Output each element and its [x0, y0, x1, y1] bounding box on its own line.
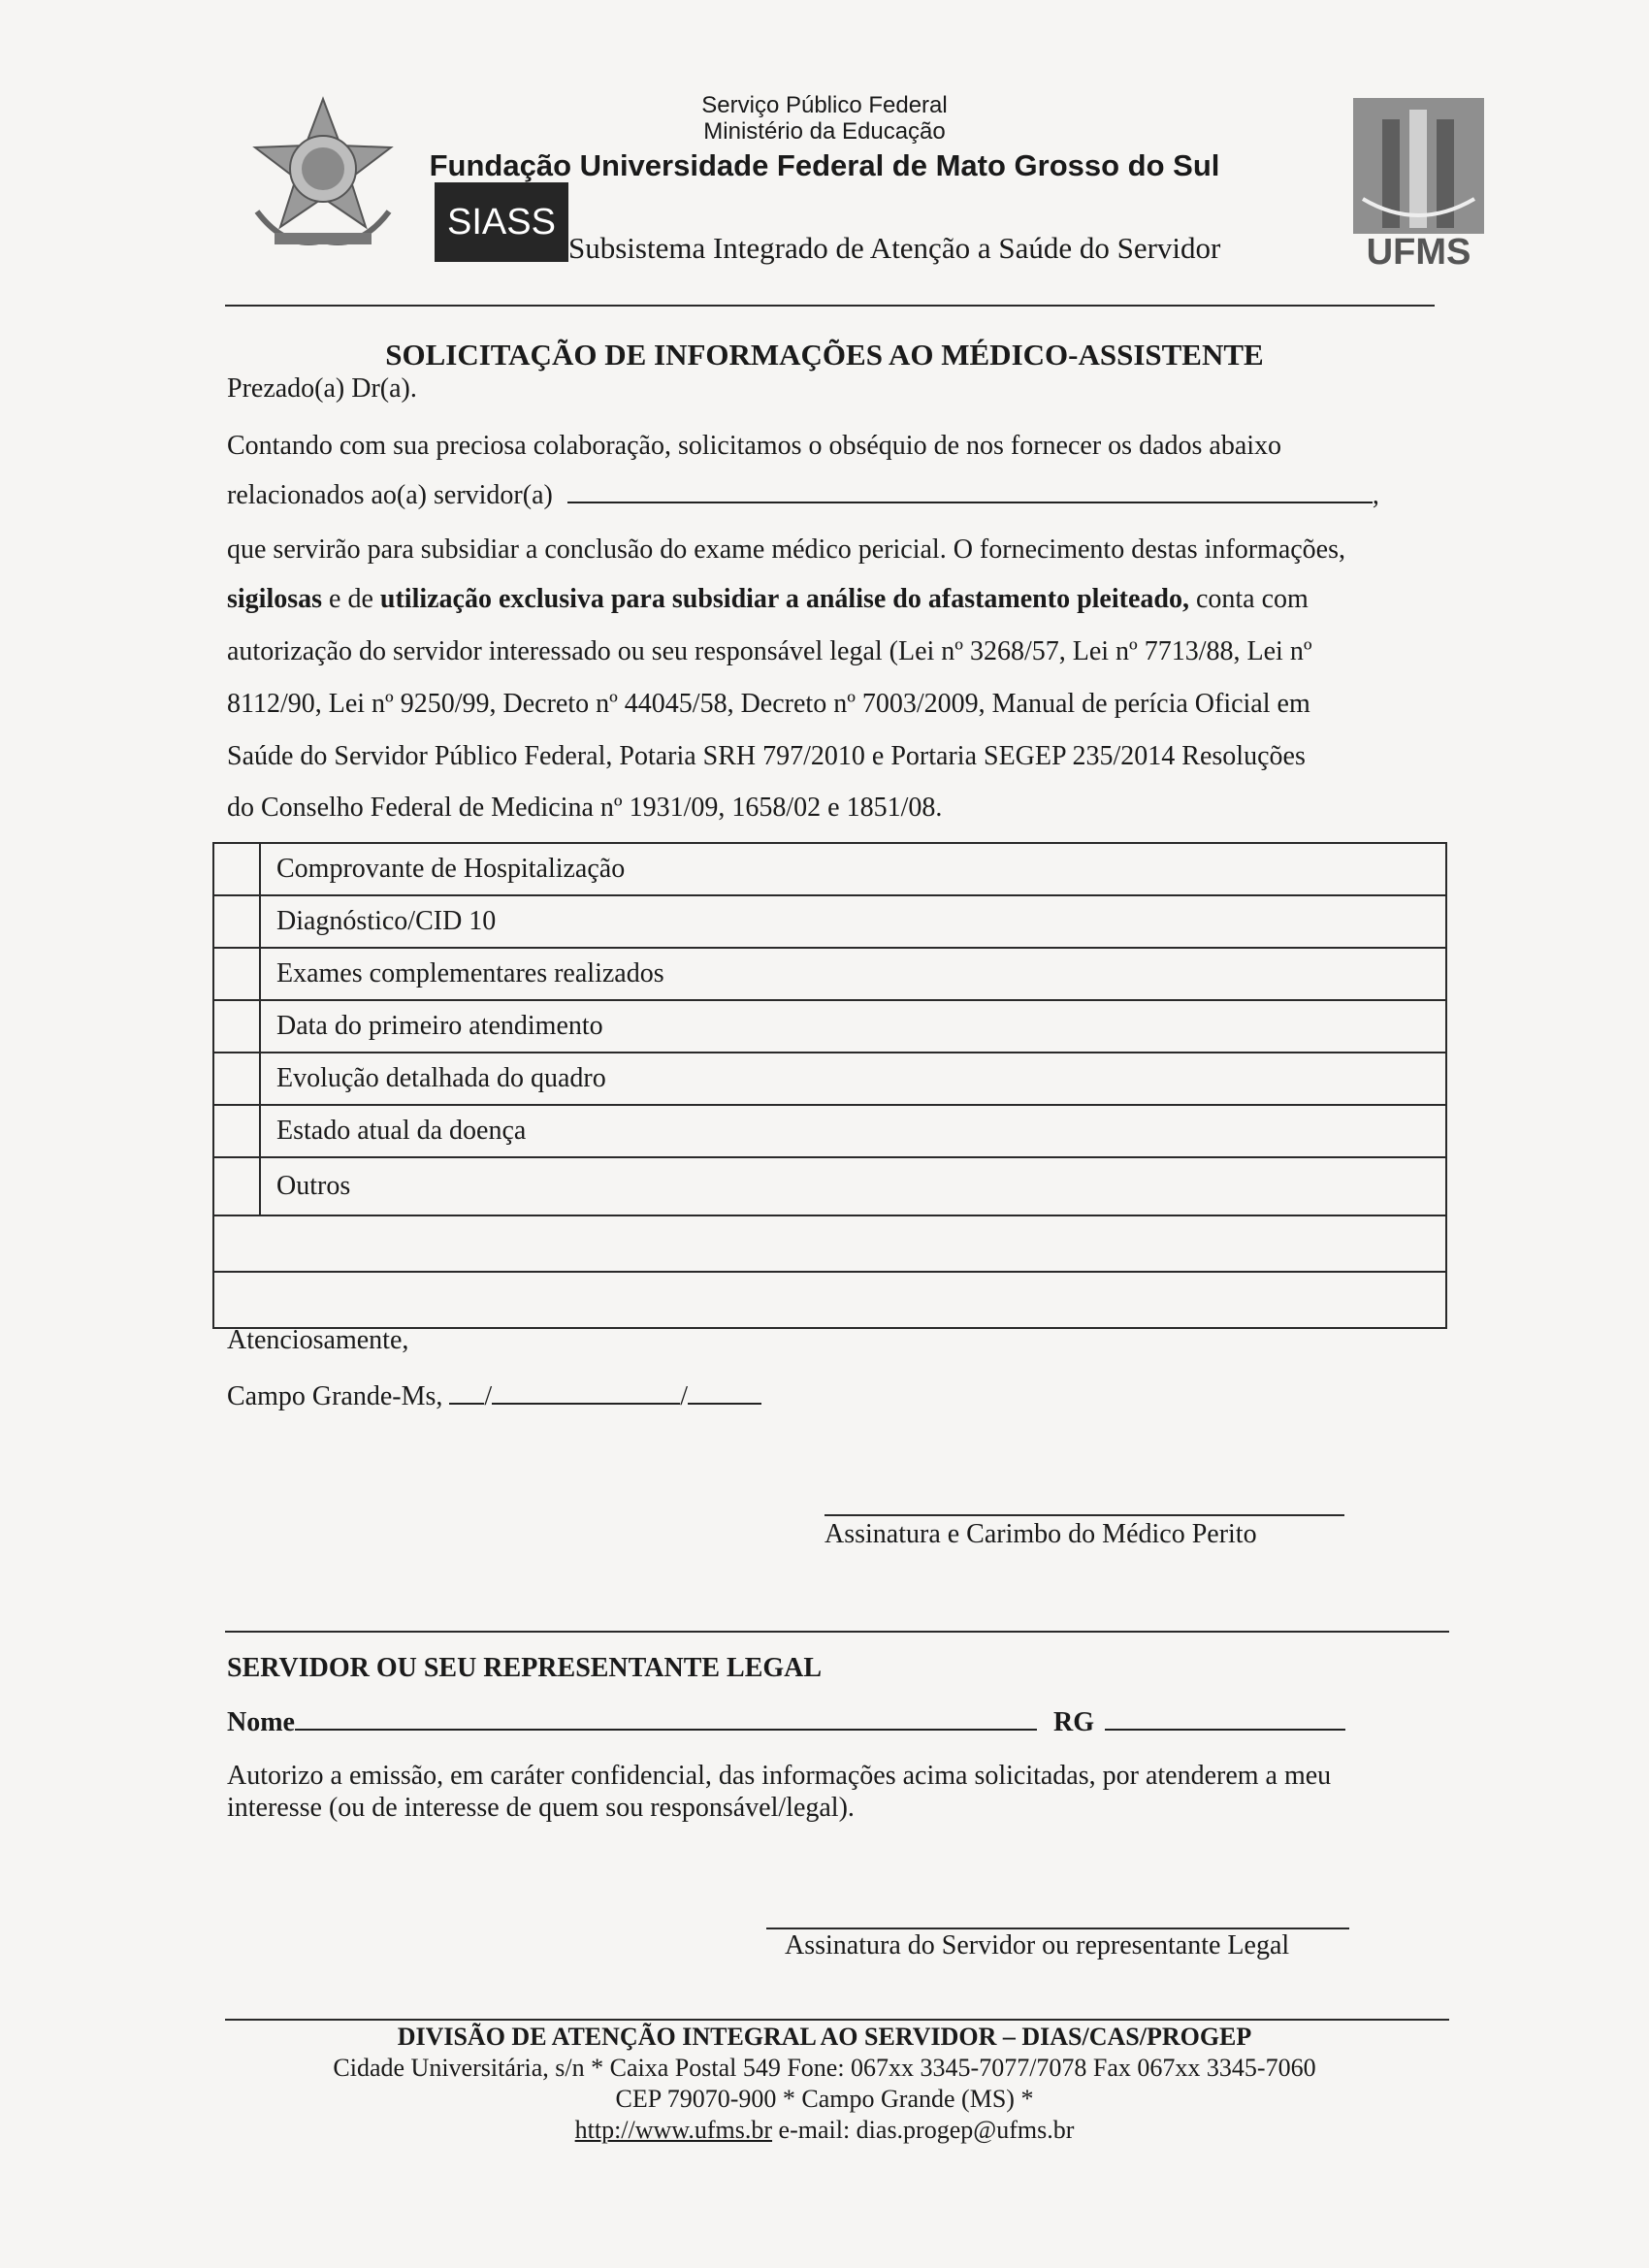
- blank-notes-row[interactable]: [213, 1272, 1446, 1328]
- rg-label: RG: [1052, 1707, 1094, 1737]
- table-row: [213, 843, 1446, 895]
- ufms-logo-text: UFMS: [1366, 232, 1471, 273]
- footer-division: DIVISÃO DE ATENÇÃO INTEGRAL AO SERVIDOR – DIAS/CAS/PROGEP: [397, 2023, 1252, 2051]
- servidor-comma: ,: [1372, 480, 1379, 510]
- item-check-cell[interactable]: [213, 1053, 260, 1105]
- doctor-signature-label: Assinatura e Carimbo do Médico Perito: [824, 1519, 1257, 1549]
- item-label: Outros: [260, 1157, 1446, 1215]
- body-line-3: que servirão para subsidiar a conclusão do exame médico pericial. O fornecimento destas informações,: [227, 535, 1346, 565]
- footer-cep: CEP 79070-900 * Campo Grande (MS) *: [615, 2085, 1034, 2113]
- bold-exclusive-use: utilização exclusiva para subsidiar a análise do afastamento pleiteado,: [379, 584, 1189, 614]
- item-label: Evolução detalhada do quadro: [260, 1053, 1446, 1105]
- date-line: [227, 1381, 761, 1412]
- servidor-signature-line[interactable]: [766, 1928, 1349, 1929]
- date-slash: /: [680, 1381, 688, 1411]
- header-service-line: Serviço Público Federal: [701, 92, 948, 118]
- footer-contact: [0, 2116, 1649, 2145]
- siass-logo-text: SIASS: [447, 201, 556, 243]
- bold-sigilosas: sigilosas: [227, 584, 323, 614]
- header-institution-name: Fundação Universidade Federal de Mato Grosso do Sul: [429, 148, 1220, 182]
- table-row: [213, 1105, 1446, 1157]
- body-line-4-end: conta com: [1188, 584, 1309, 614]
- footer-website-link[interactable]: http://www.ufms.br: [574, 2116, 773, 2144]
- table-row: [213, 1157, 1446, 1215]
- rg-field[interactable]: [1105, 1707, 1345, 1731]
- item-check-cell[interactable]: [213, 1000, 260, 1053]
- document-title: SOLICITAÇÃO DE INFORMAÇÕES AO MÉDICO-ASSISTENTE: [385, 338, 1264, 372]
- body-line-4: [227, 584, 1309, 615]
- table-row-blank: [213, 1272, 1446, 1328]
- table-row: [213, 895, 1446, 948]
- ufms-logo: [1353, 98, 1484, 271]
- item-check-cell[interactable]: [213, 1157, 260, 1215]
- greeting: Prezado(a) Dr(a).: [227, 373, 417, 404]
- date-day-field[interactable]: [449, 1381, 484, 1405]
- table-row: [213, 1053, 1446, 1105]
- footer-email: e-mail: dias.progep@ufms.br: [772, 2116, 1075, 2144]
- item-label: Diagnóstico/CID 10: [260, 895, 1446, 948]
- footer-address: Cidade Universitária, s/n * Caixa Postal 549 Fone: 067xx 3345-7077/7078 Fax 067xx 3345-7060: [333, 2054, 1316, 2082]
- servidor-section-heading: SERVIDOR OU SEU REPRESENTANTE LEGAL: [227, 1653, 823, 1683]
- table-row: [213, 1000, 1446, 1053]
- date-month-field[interactable]: [492, 1381, 680, 1405]
- servidor-signature-label: Assinatura do Servidor ou representante Legal: [785, 1930, 1290, 1960]
- item-label: Data do primeiro atendimento: [260, 1000, 1446, 1053]
- item-check-cell[interactable]: [213, 895, 260, 948]
- footer-divider: [225, 2019, 1449, 2021]
- table-row-blank: [213, 1215, 1446, 1272]
- authorization-line-2: interesse (ou de interesse de quem sou responsável/legal).: [227, 1793, 855, 1823]
- item-label: Comprovante de Hospitalização: [260, 843, 1446, 895]
- body-line-6: 8112/90, Lei nº 9250/99, Decreto nº 44045/58, Decreto nº 7003/2009, Manual de perícia Oficial em: [227, 689, 1310, 719]
- siass-logo: [435, 182, 568, 262]
- authorization-line-1: Autorizo a emissão, em caráter confidencial, das informações acima solicitadas, por atenderem a meu: [227, 1761, 1332, 1791]
- item-check-cell[interactable]: [213, 1105, 260, 1157]
- place-label: Campo Grande-Ms,: [227, 1381, 443, 1411]
- regards: Atenciosamente,: [227, 1325, 409, 1355]
- information-items-table: [212, 842, 1447, 1329]
- servidor-label: relacionados ao(a) servidor(a): [227, 480, 553, 510]
- item-check-cell[interactable]: [213, 843, 260, 895]
- blank-notes-row[interactable]: [213, 1215, 1446, 1272]
- body-line-7: Saúde do Servidor Público Federal, Potaria SRH 797/2010 e Portaria SEGEP 235/2014 Resoluções: [227, 741, 1306, 771]
- name-rg-line: [227, 1707, 1345, 1738]
- body-line-4-mid: e de: [322, 584, 380, 614]
- name-label: Nome: [227, 1707, 295, 1737]
- body-line-5: autorização do servidor interessado ou seu responsável legal (Lei nº 3268/57, Lei nº 7713/88, Lei nº: [227, 636, 1312, 666]
- table-row: [213, 948, 1446, 1000]
- name-field[interactable]: [295, 1707, 1037, 1731]
- item-label: Estado atual da doença: [260, 1105, 1446, 1157]
- section-divider: [225, 1631, 1449, 1633]
- header-divider: [225, 305, 1435, 307]
- doctor-signature-line[interactable]: [824, 1514, 1344, 1516]
- item-label: Exames complementares realizados: [260, 948, 1446, 1000]
- servidor-name-field[interactable]: [567, 480, 1373, 503]
- date-year-field[interactable]: [688, 1381, 761, 1405]
- item-check-cell[interactable]: [213, 948, 260, 1000]
- body-line-2: [227, 480, 1379, 511]
- header-ministry-line: Ministério da Educação: [703, 118, 946, 145]
- body-line-8: do Conselho Federal de Medicina nº 1931/09, 1658/02 e 1851/08.: [227, 793, 943, 823]
- body-line-1: Contando com sua preciosa colaboração, solicitamos o obséquio de nos fornecer os dados abaixo: [227, 431, 1282, 461]
- header-subsystem-line: Subsistema Integrado de Atenção a Saúde do Servidor: [568, 231, 1221, 265]
- date-slash: /: [484, 1381, 493, 1411]
